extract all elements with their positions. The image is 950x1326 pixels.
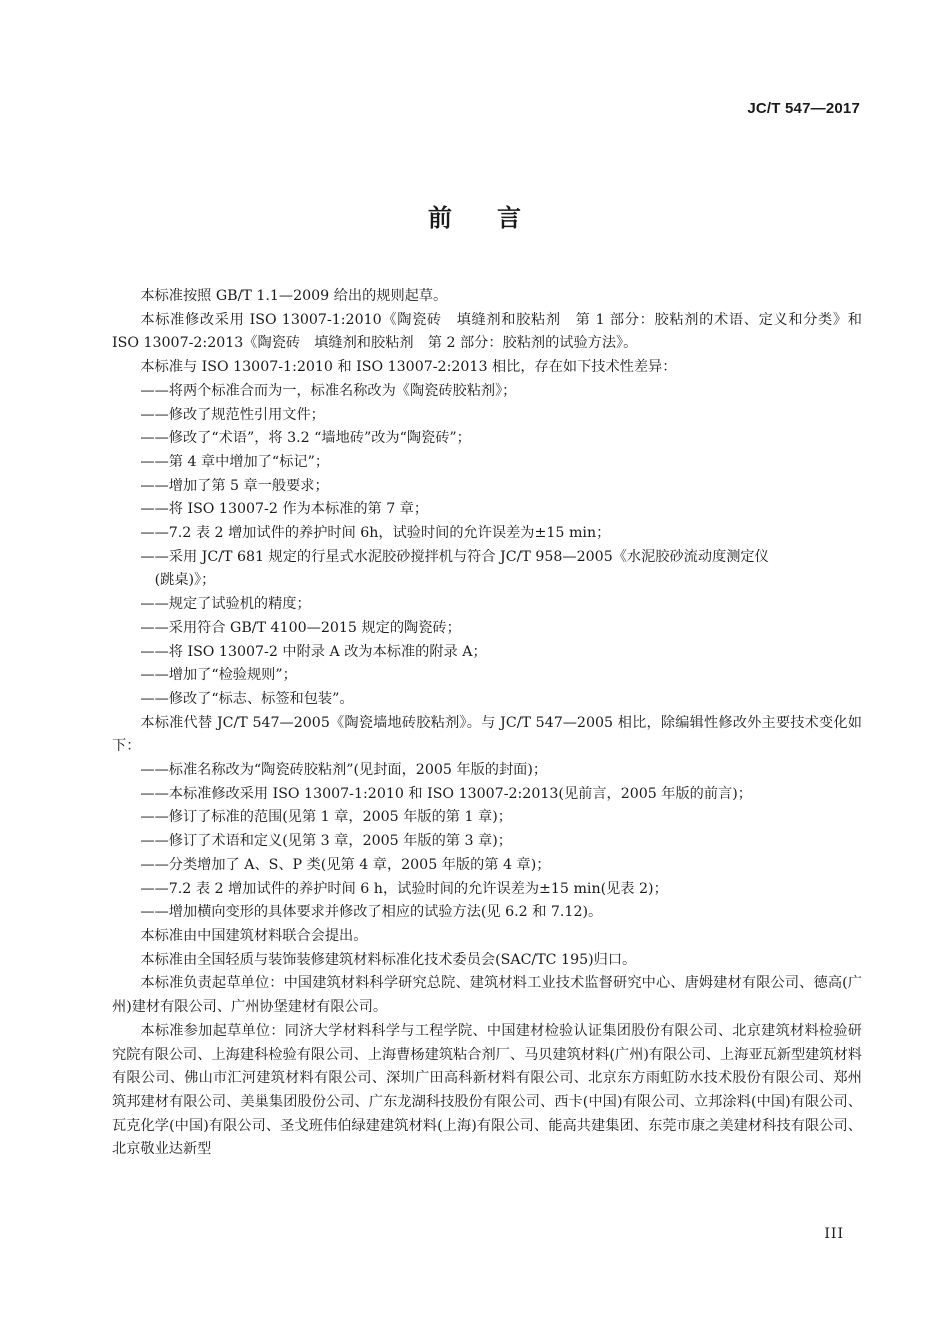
list-item: ——修订了标准的范围(见第 1 章，2005 年版的第 1 章)；	[140, 809, 512, 826]
page-title	[0, 198, 950, 233]
title-char-2: 言	[497, 204, 522, 232]
list-item: ——采用符合 GB/T 4100—2015 规定的陶瓷砖；	[140, 619, 461, 636]
list-item: ——增加了第 5 章一般要求；	[140, 477, 329, 494]
list-item: ——第 4 章中增加了“标记”；	[140, 453, 330, 470]
list-item: ——标准名称改为“陶瓷砖胶粘剂”(见封面，2005 年版的封面)；	[140, 762, 548, 779]
list-item: ——分类增加了 A、S、P 类(见第 4 章，2005 年版的第 4 章)；	[140, 856, 551, 873]
paragraph-replaces: 本标准代替 JC/T 547—2005《陶瓷墙地砖胶粘剂》。与 JC/T 547—2005 相比，除编辑性修改外主要技术变化如下：	[112, 714, 862, 755]
paragraph-differences-intro: 本标准与 ISO 13007-1:2010 和 ISO 13007-2:2013 相比，存在如下技术性差异：	[140, 359, 677, 376]
title-char-1: 前	[428, 204, 453, 232]
list-item: ——采用 JC/T 681 规定的行星式水泥胶砂搅拌机与符合 JC/T 958—2005《水泥胶砂流动度测定仪	[140, 548, 769, 565]
list-item: ——本标准修改采用 ISO 13007-1:2010 和 ISO 13007-2:2013(见前言，2005 年版的前言)；	[140, 785, 752, 802]
list-item: ——规定了试验机的精度；	[140, 596, 311, 613]
paragraph-adoption: 本标准修改采用 ISO 13007-1:2010《陶瓷砖 填缝剂和胶粘剂 第 1 部分：胶粘剂的术语、定义和分类》和 ISO 13007-2:2013《陶瓷砖 填缝剂和胶粘剂 第 2 部分：胶粘剂的试验方法》。	[112, 311, 862, 352]
paragraph-drafting-rules: 本标准按照 GB/T 1.1—2009 给出的规则起草。	[140, 288, 448, 304]
list-item: ——增加了“检验规则”；	[140, 667, 297, 684]
list-item: ——7.2 表 2 增加试件的养护时间 6 h，试验时间的允许误差为±15 min(见表 2)；	[140, 880, 668, 897]
list-item: ——增加横向变形的具体要求并修改了相应的试验方法(见 6.2 和 7.12)。	[140, 904, 603, 921]
list-item: ——修改了“标志、标签和包装”。	[140, 690, 354, 707]
list-item: ——将两个标准合而为一，标准名称改为《陶瓷砖胶粘剂》；	[140, 382, 517, 399]
list-item: ——修改了规范性引用文件；	[140, 406, 325, 423]
page-number: III	[824, 1226, 844, 1242]
list-item: ——将 ISO 13007-2 作为本标准的第 7 章；	[140, 501, 429, 518]
paragraph-administered-by: 本标准由全国轻质与装饰装修建筑材料标准化技术委员会(SAC/TC 195)归口。	[140, 951, 637, 968]
list-item: ——修改了“术语”，将 3.2 “墙地砖”改为“陶瓷砖”；	[140, 430, 471, 447]
paragraph-lead-drafters: 本标准负责起草单位：中国建筑材料科学研究总院、建筑材料工业技术监督研究中心、唐姆建材有限公司、德高(广州)建材有限公司、广州协堡建材有限公司。	[112, 975, 862, 1016]
list-item: ——修订了术语和定义(见第 3 章，2005 年版的第 3 章)；	[140, 833, 512, 850]
standard-number: JC/T 547—2017	[747, 100, 860, 117]
list-item: ——7.2 表 2 增加试件的养护时间 6h，试验时间的允许误差为±15 min；	[140, 525, 611, 542]
paragraph-participating-drafters: 本标准参加起草单位：同济大学材料科学与工程学院、中国建材检验认证集团股份有限公司、北京建筑材料检验研究院有限公司、上海建科检验有限公司、上海曹杨建筑粘合剂厂、马贝建筑材料(广州)有限公司、上海亚瓦新型建筑材料有限公司、佛山市汇河建筑材料有限公司、深圳广田高科新材料有限公司、北京东方雨虹防水技术股份有限公司、郑州筑邦建材有限公司、美巢集团股份公司、广东龙湖科技股份有限公司、西卡(中国)有限公司、立邦涂料(中国)有限公司、瓦克化学(中国)有限公司、圣戈班伟伯绿建建筑材料(上海)有限公司、能高共建集团、东莞市康之美建材科技有限公司、北京敬业达新型	[112, 1022, 862, 1158]
list-item: ——将 ISO 13007-2 中附录 A 改为本标准的附录 A；	[140, 643, 487, 660]
paragraph-proposed-by: 本标准由中国建筑材料联合会提出。	[140, 927, 368, 944]
list-item-continuation: (跳桌)》；	[154, 572, 216, 589]
preface-body	[112, 285, 862, 1162]
